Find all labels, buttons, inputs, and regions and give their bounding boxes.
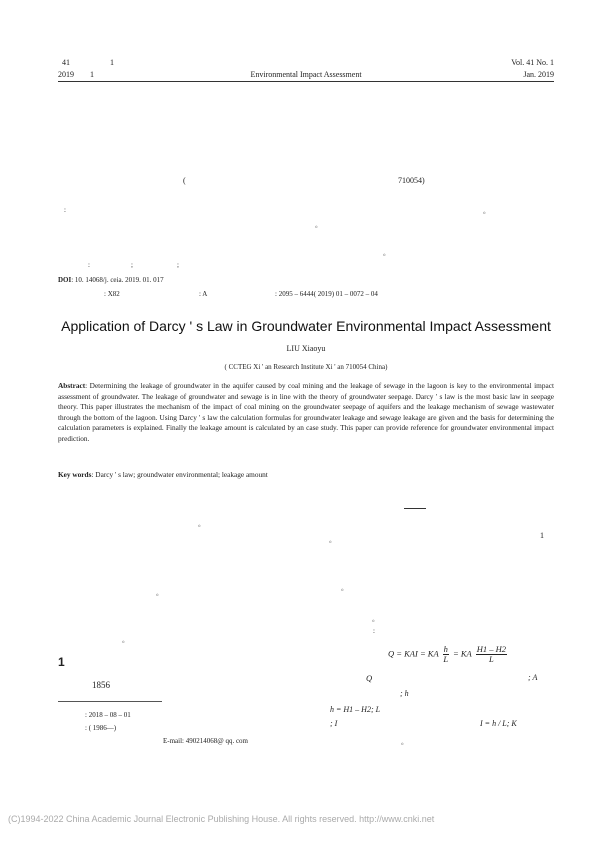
document-code: : A	[199, 290, 208, 298]
body-period: 。	[329, 536, 336, 544]
variable-Q: Q	[366, 673, 373, 683]
body-period: 。	[156, 589, 163, 597]
english-abstract	[58, 381, 554, 444]
body-colon: :	[373, 627, 375, 635]
header-date: Jan. 2019	[523, 70, 554, 79]
title-underline	[404, 508, 426, 509]
keywords-label: Key words	[58, 470, 92, 479]
english-affiliation: ( CCTEG Xi ' an Research Institute Xi ' an 710054 China)	[224, 363, 388, 371]
header-vol-no: Vol. 41 No. 1	[511, 58, 554, 67]
doi-value: : 10. 14068/j. ceia. 2019. 01. 017	[71, 276, 164, 284]
abstract-text: : Determining the leakage of groundwater in the aquifer caused by coal mining and the leakage of sewage in the lagoon is key to the environmental impact assessment of groundwater. The leakage of groundwater and sewage is in line with the theory of groundwater seepage. Darcy ' s law is the most basic law in seepage theory. This paper illustrates the mechanism of the impact of coal mining on the groundwater seepage of aquifers and the leakage mechanism of sewage wastewater through the bottom of the lagoon. Using Darcy ' s law the calculation formulas for groundwater leakage and sewage leakage are given and the basis for determining the calculation parameters is explained. Finally the leakage amount is calculated by an case study. This paper can provide reference for groundwater environmental impact prediction.	[58, 381, 554, 443]
body-year: 1856	[92, 680, 110, 690]
fraction-numerator: H1 – H2	[476, 644, 506, 654]
english-author: LIU Xiaoyu	[286, 344, 326, 353]
cn-keywords-colon: :	[88, 261, 90, 269]
english-keywords	[58, 470, 268, 479]
received-date: : 2018 – 08 – 01	[85, 711, 131, 719]
cn-abstract-period: 。	[315, 221, 322, 229]
header-year: 2019	[58, 70, 74, 79]
equation-middle: = KA	[453, 648, 472, 659]
footnote-rule	[58, 701, 162, 702]
cn-affiliation-postcode: 710054)	[398, 176, 425, 185]
I-definition: I = h / L; K	[480, 719, 517, 728]
variable-h: ; h	[400, 689, 409, 698]
author-email: E-mail: 490214068@ qq. com	[163, 737, 248, 745]
cn-abstract-period: 。	[483, 207, 490, 215]
darcy-equation	[388, 645, 509, 664]
header-volume: 41	[62, 58, 70, 67]
cn-abstract-label-colon: :	[64, 206, 66, 214]
variable-I: ; I	[330, 719, 338, 728]
header-issue: 1	[110, 58, 114, 67]
header-rule	[58, 81, 554, 82]
body-period: 。	[122, 636, 129, 644]
equation-lhs: Q = KAI = KA	[388, 648, 439, 659]
article-number: : 2095 – 6444( 2019) 01 – 0072 – 04	[275, 290, 378, 298]
body-period: 。	[372, 615, 379, 623]
author-bio: : ( 1986—)	[85, 724, 117, 732]
doi-line	[58, 276, 164, 284]
fraction-head-difference	[476, 645, 507, 664]
h-definition: h = H1 – H2; L	[330, 705, 381, 714]
fraction-denominator: L	[443, 654, 449, 664]
keywords-text: : Darcy ' s law; groundwater environmental; leakage amount	[91, 470, 268, 479]
header-year-issue: 1	[90, 70, 94, 79]
fraction-denominator: L	[488, 654, 494, 664]
fraction-numerator: h	[443, 644, 448, 654]
variable-A: ; A	[528, 673, 538, 682]
cn-abstract-period: 。	[383, 249, 390, 257]
copyright-footer: (C)1994-2022 China Academic Journal Electronic Publishing House. All rights reserved. http://www.cnki.net	[8, 814, 435, 824]
body-period: 。	[198, 520, 205, 528]
body-period: 。	[341, 584, 348, 592]
cn-keywords-sep: ;	[177, 261, 179, 269]
cn-keywords-sep: ;	[131, 261, 133, 269]
abstract-label: Abstract	[58, 381, 86, 390]
clc-code: : X82	[104, 290, 120, 298]
cn-affiliation-paren: (	[183, 176, 186, 185]
section-heading-number: 1	[58, 655, 65, 669]
fraction-h-over-L	[443, 645, 449, 664]
body-period: 。	[401, 738, 408, 746]
doi-label: DOI	[58, 276, 72, 284]
header-journal-name: Environmental Impact Assessment	[250, 70, 362, 79]
english-title: Application of Darcy ' s Law in Groundwater Environmental Impact Assessment	[61, 318, 551, 334]
reference-marker: 1	[540, 531, 544, 540]
